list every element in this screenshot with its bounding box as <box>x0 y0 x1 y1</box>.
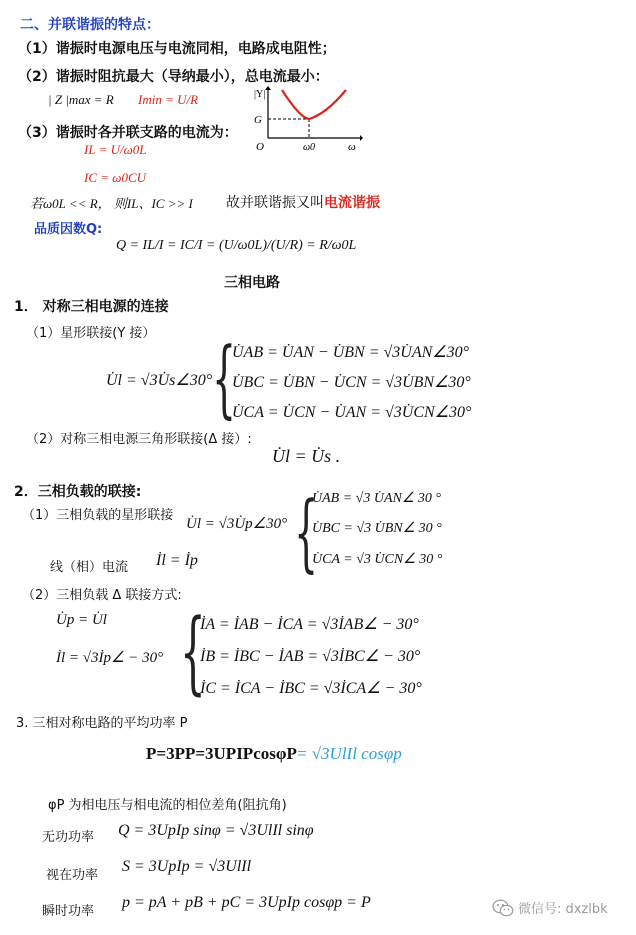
note-prefix: 故并联谐振又叫 <box>226 195 324 211</box>
watermark <box>492 898 608 917</box>
resonance-point-1: （1）谐振时电源电压与电流同相，电路成电阻性； <box>18 41 336 57</box>
q-formula: Q = IL/I = IC/I = (U/ω0L)/(U/R) = R/ω0L <box>116 238 357 253</box>
instant-power-equation: p = pA + pB + pC = 3UpIp cosφp = P <box>122 894 371 911</box>
delta-equation: U̇l = U̇s . <box>272 446 341 466</box>
load-star-lhs: U̇l = √3U̇p∠30° <box>186 516 288 532</box>
wechat-icon <box>492 899 514 917</box>
graph-y-label: |Y| <box>254 89 266 100</box>
star-equation-bc: U̇BC = U̇BN − U̇CN = √3U̇BN∠30° <box>232 374 471 391</box>
watermark-label: 微信号: dxzlbk <box>518 902 608 917</box>
apparent-power-equation: S = 3UpIp = √3UlIl <box>122 858 252 875</box>
graph-g-label: G <box>254 114 262 126</box>
load-delta-brace: { <box>180 600 206 705</box>
resonance-point-2: （2）谐振时阻抗最大（导纳最小），总电流最小： <box>18 69 329 85</box>
graph-w-label: ω <box>348 141 356 152</box>
apparent-power-label: 视在功率 <box>46 868 99 883</box>
note-highlight: 电流谐振 <box>324 195 380 211</box>
admittance-graph <box>248 86 363 152</box>
il-formula: IL = U/ω0L <box>84 142 147 157</box>
graph-x-arrow <box>360 135 363 141</box>
load-star-equation-ca: U̇CA = √3 U̇CN∠ 30 ° <box>312 552 443 567</box>
average-power-formula: P=3PP=3UPIPcosφP <box>146 744 297 763</box>
star-connection-heading: （1）星形联接(Y 接） <box>26 326 156 341</box>
load-delta-equation-a: İA = İAB − İCA = √3İAB∠ − 30° <box>200 616 419 633</box>
load-delta-voltage: U̇p = U̇l <box>56 612 107 628</box>
load-delta-heading: （2）三相负载 Δ 联接方式: <box>22 588 182 603</box>
load-delta-current: İl = √3İp∠ − 30° <box>56 650 164 666</box>
phase-angle-note: φP 为相电压与相电流的相位差角(阻抗角) <box>48 798 287 813</box>
three-phase-title: 三相电路 <box>224 275 280 291</box>
ic-formula: IC = ω0CU <box>84 170 147 185</box>
imin-formula: Imin = U/R <box>138 92 199 107</box>
reactive-power-equation: Q = 3UpIp sinφ = √3UlIl sinφ <box>118 822 314 839</box>
graph-origin: O <box>256 141 264 152</box>
resonance-point-3: （3）谐振时各并联支路的电流为： <box>18 125 238 141</box>
star-brace: { <box>212 329 237 427</box>
load-delta-equation-b: İB = İBC − İAB = √3İBC∠ − 30° <box>200 648 421 665</box>
star-equation-ab: U̇AB = U̇AN − U̇BN = √3U̇AN∠30° <box>232 344 470 361</box>
section-3-heading: 3. 三相对称电路的平均功率 P <box>16 716 188 731</box>
star-lhs-formula: U̇l = √3U̇s∠30° <box>106 372 213 389</box>
current-resonance-note <box>226 192 380 212</box>
section-1-heading: 1． 对称三相电源的连接 <box>14 299 169 315</box>
resonance-condition: 若ω0L << R， 则IL、IC >> I <box>30 196 193 211</box>
graph-y-arrow <box>265 86 271 90</box>
delta-connection-heading: （2）对称三相电源三角形联接(Δ 接）: <box>26 432 252 447</box>
load-star-heading: （1）三相负载的星形联接 <box>22 508 174 523</box>
load-star-equation-ab: U̇AB = √3 U̇AN∠ 30 ° <box>312 491 441 506</box>
reactive-power-label: 无功功率 <box>42 830 95 845</box>
q-heading: 品质因数Q: <box>34 222 103 237</box>
average-power-formula-alt: = √3UlIl cosφp <box>296 744 402 763</box>
section-2-heading: 2．三相负载的联接: <box>14 484 142 500</box>
zmax-formula: | Z |max = R <box>48 92 114 107</box>
line-current-equation: İl = İp <box>156 552 198 569</box>
graph-w0-label: ω0 <box>303 142 316 152</box>
load-star-brace: { <box>294 483 319 581</box>
section-heading-parallel-resonance: 二、并联谐振的特点： <box>20 17 160 33</box>
admittance-curve <box>282 90 346 119</box>
line-current-label: 线（相）电流 <box>50 560 129 575</box>
instant-power-label: 瞬时功率 <box>42 904 95 919</box>
load-star-equation-bc: U̇BC = √3 U̇BN∠ 30 ° <box>312 521 442 536</box>
star-equation-ca: U̇CA = U̇CN − U̇AN = √3U̇CN∠30° <box>232 404 472 421</box>
load-delta-equation-c: İC = İCA − İBC = √3İCA∠ − 30° <box>200 680 422 697</box>
